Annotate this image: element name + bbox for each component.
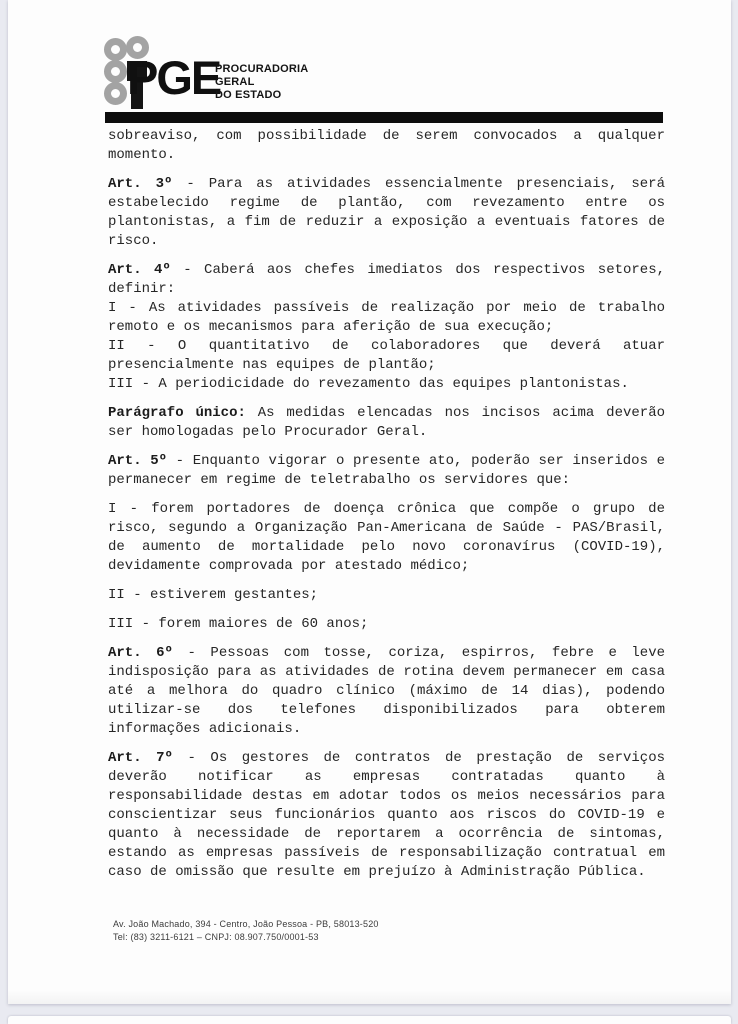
paragraph: Art. 6º - Pessoas com tosse, coriza, espirros, febre e leve indisposição para as atividades de rotina devem permanecer em casa até a melhora do quadro clínico (máximo de 14 dias), podendo utilizar-se dos telefones disponibilizados para obterem informações adicionais. (108, 645, 666, 737)
paragraph: Art. 3º - Para as atividades essencialmente presenciais, será estabelecido regime de plantão, com revezamento entre os plantonistas, a fim de reduzir a exposição a eventuais fatores de risco. (108, 176, 665, 249)
logo-org-line: PROCURADORIA (215, 63, 309, 75)
paragraph: Parágrafo único: As medidas elencadas nos incisos acima deverão ser homologadas pelo Procurador Geral. (108, 405, 665, 440)
paragraph: Art. 4º - Caberá aos chefes imediatos dos respectivos setores, definir: (108, 262, 666, 297)
paragraph: Art. 7º - Os gestores de contratos de prestação de serviços deverão notificar as empresas contratadas quanto à responsabilidade destas em adotar todos os meios necessários para conscientizar seus funcionários quanto aos riscos do COVID-19 e quanto à necessidade de reportarem a ocorrência de sintomas, estando as empresas passíveis de responsabilização contratual em caso de omissão que resulte em prejuízo à Administração Pública. (108, 750, 666, 880)
footer-phone-registry: Tel: (83) 3211-6121 – CNPJ: 08.907.750/0001-53 (113, 932, 319, 942)
paragraph-lead: Art. 6º (108, 645, 173, 661)
pge-logo (103, 36, 433, 112)
paragraph: III - A periodicidade do revezamento das equipes plantonistas. (108, 376, 629, 392)
header-divider (105, 112, 663, 123)
paragraph-lead: Art. 7º (108, 750, 173, 766)
paragraph-lead: Art. 3º (108, 176, 173, 192)
paragraph: III - forem maiores de 60 anos; (108, 616, 369, 632)
paragraph-lead: Parágrafo único: (108, 405, 246, 421)
paragraph: I - As atividades passíveis de realização por meio de trabalho remoto e os mecanismos para aferição de sua execução; (108, 300, 665, 335)
paragraph: sobreaviso, com possibilidade de serem convocados a qualquer momento. (108, 128, 665, 163)
paragraph: II - O quantitativo de colaboradores que deverá atuar presencialmente nas equipes de plantão; (108, 338, 665, 373)
paragraph: Art. 5º - Enquanto vigorar o presente ato, poderão ser inseridos e permanecer em regime de teletrabalho os servidores que: (108, 453, 666, 488)
logo-org-line: GERAL (215, 76, 255, 88)
next-page-edge (8, 1016, 731, 1024)
paragraph: II - estiverem gestantes; (108, 587, 319, 603)
logo-acronym: PGE (127, 51, 221, 104)
paragraph: I - forem portadores de doença crônica que compõe o grupo de risco, segundo a Organização Pan-Americana de Saúde - PAS/Brasil, de aumento de mortalidade pelo novo coronavírus (COVID-19), devidamente comprovada por atestado médico; (108, 501, 665, 574)
paragraph-lead: Art. 4º (108, 262, 171, 278)
scanned-page (8, 0, 731, 1004)
document-body (108, 127, 665, 882)
letterhead-footer (113, 918, 379, 944)
footer-address: Av. João Machado, 394 - Centro, João Pessoa - PB, 58013-520 (113, 919, 379, 929)
logo-org-name (215, 63, 308, 102)
paragraph-lead: Art. 5º (108, 453, 168, 469)
logo-org-line: DO ESTADO (215, 89, 282, 101)
